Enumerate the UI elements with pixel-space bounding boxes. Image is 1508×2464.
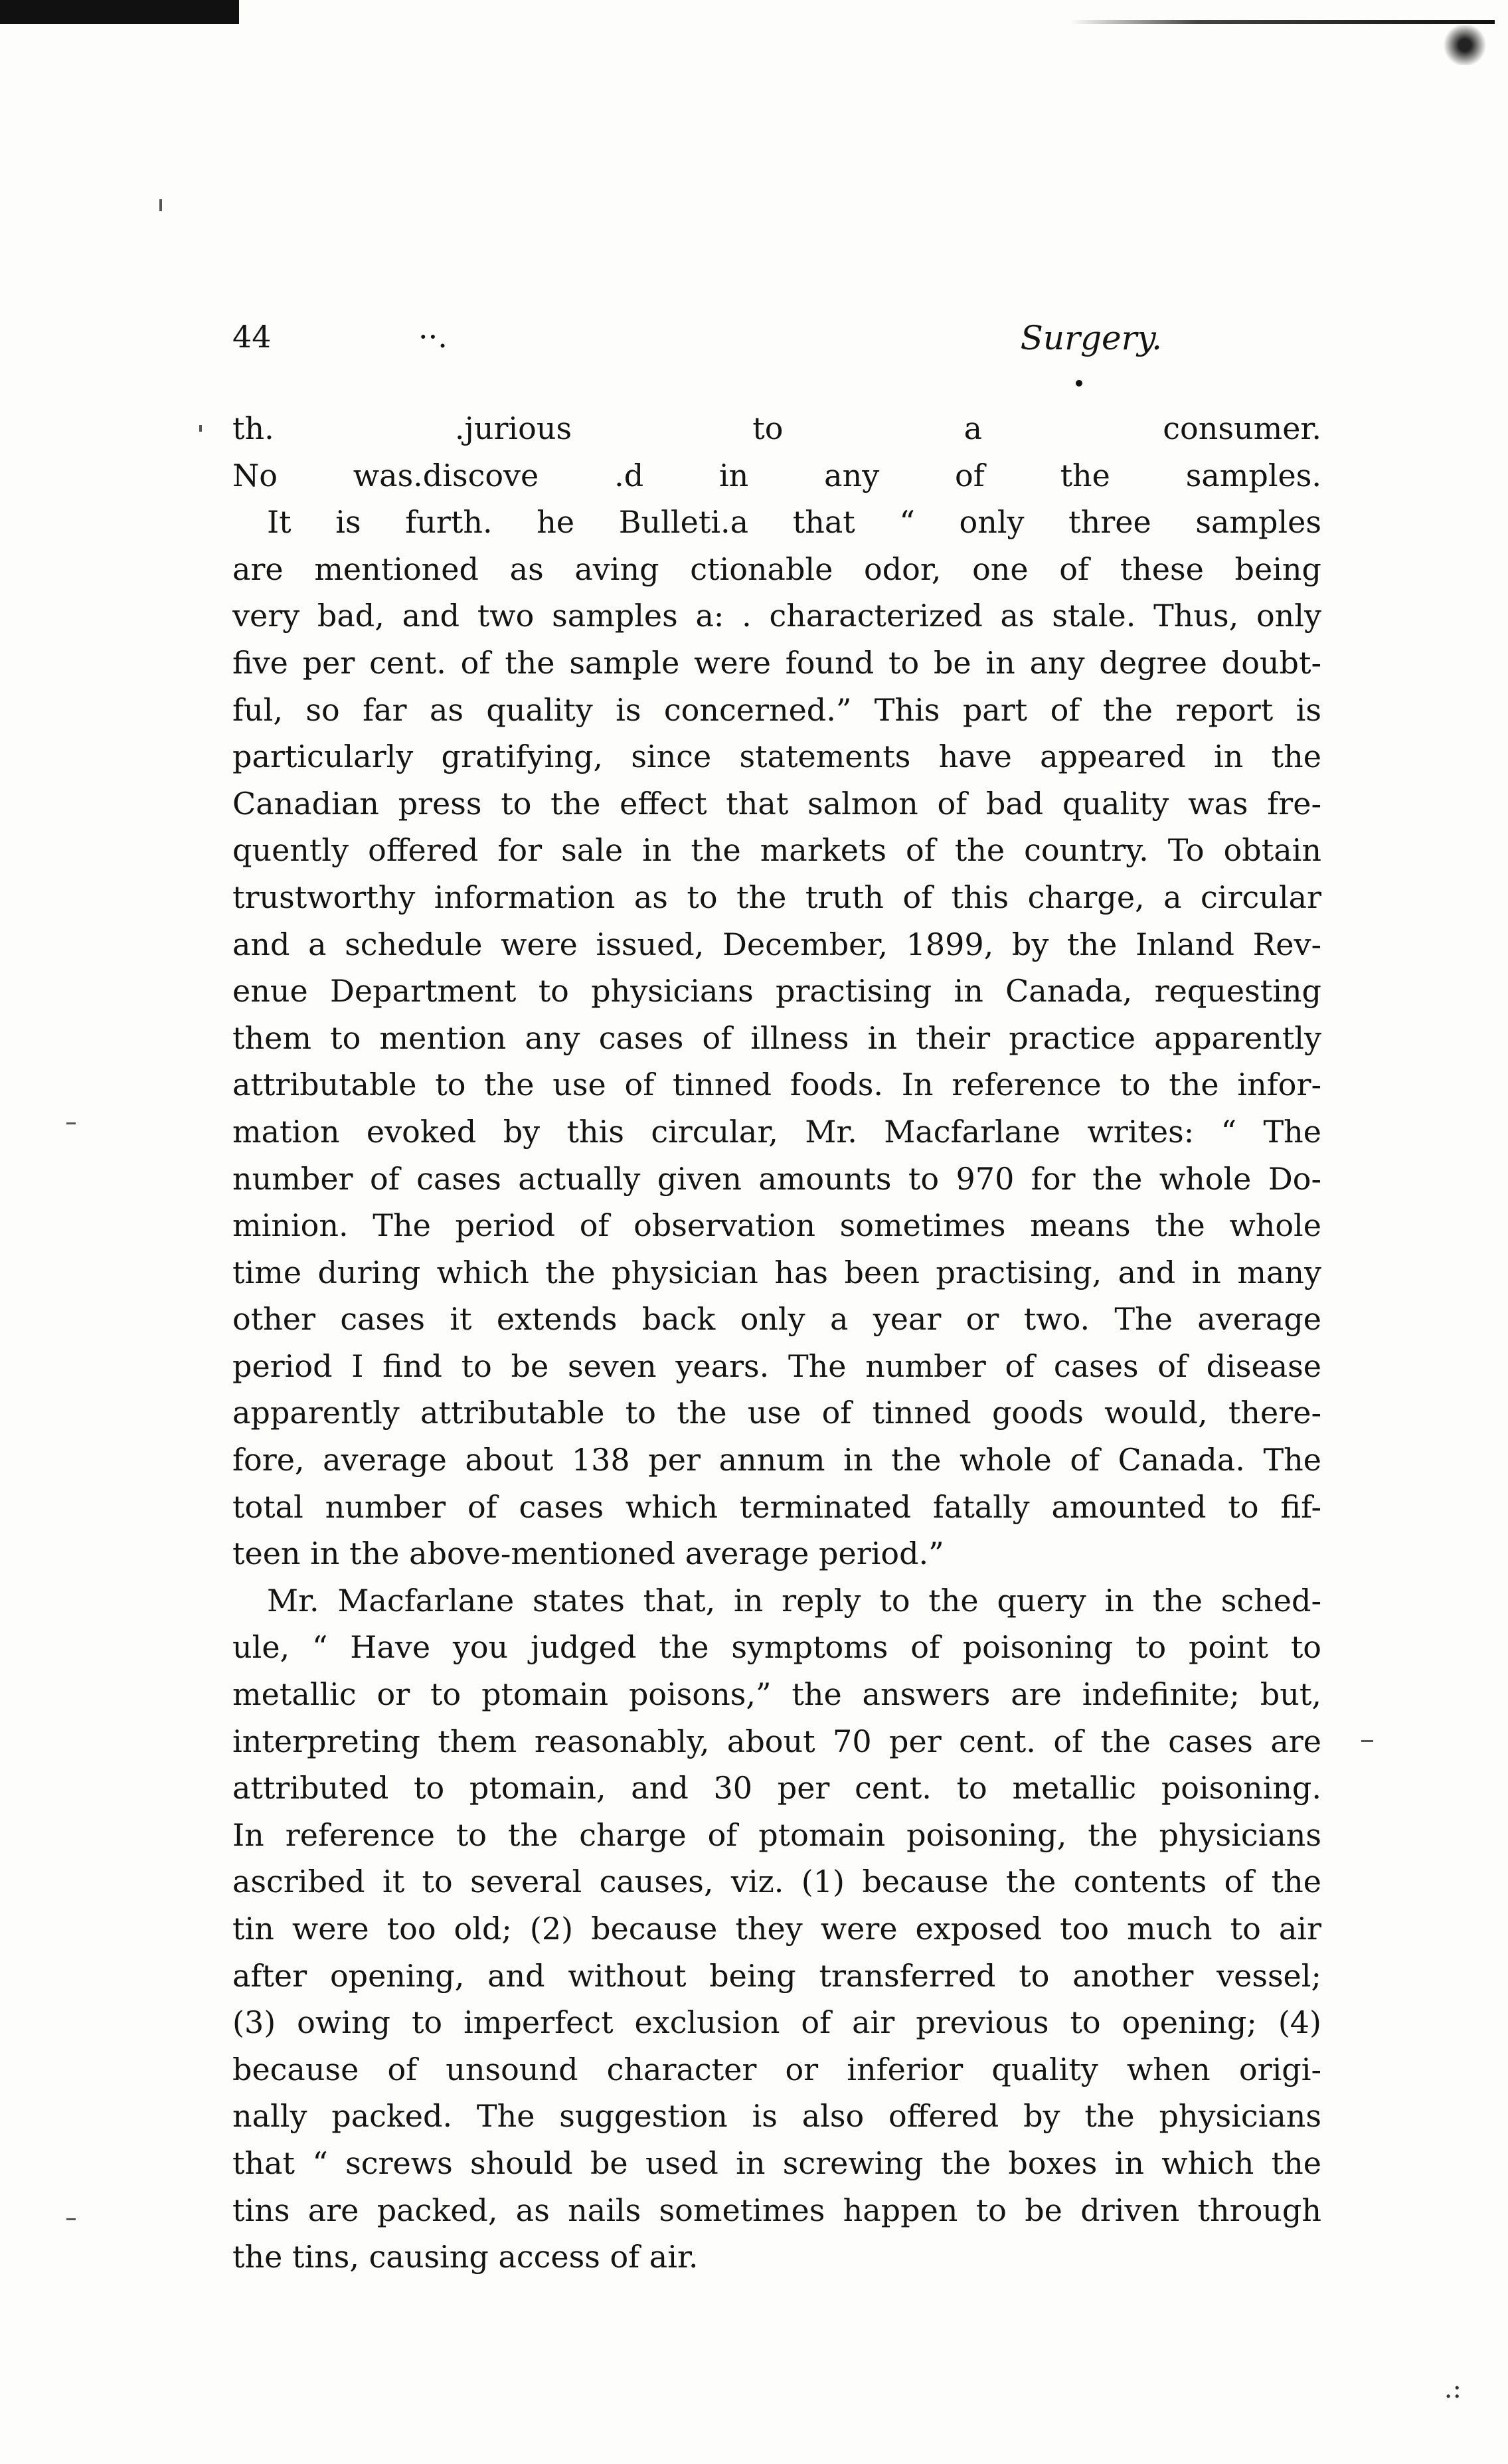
text-line: are mentioned as aving ctionable odor, one of these being bbox=[232, 551, 1321, 587]
text-line: them to mention any cases of illness in their practice apparently bbox=[232, 1019, 1321, 1056]
page-number: 44 bbox=[232, 319, 272, 355]
text-line: ful, so far as quality is concerned.” This part of the report is bbox=[232, 691, 1321, 728]
margin-speck bbox=[66, 1122, 76, 1124]
text-line: total number of cases which terminated fatally amounted to fif- bbox=[232, 1488, 1321, 1525]
scan-edge-mark bbox=[0, 0, 239, 24]
margin-speck bbox=[199, 425, 202, 432]
text-line: apparently attributable to the use of tinned goods would, there- bbox=[232, 1395, 1321, 1431]
text-line: attributable to the use of tinned foods. In reference to the infor- bbox=[232, 1067, 1321, 1103]
text-line: th. .jurious to a consumer. bbox=[232, 410, 1321, 446]
text-line: five per cent. of the sample were found to be in any degree doubt- bbox=[232, 644, 1321, 681]
text-line: trustworthy information as to the truth of this charge, a circular bbox=[232, 879, 1321, 915]
text-line: minion. The period of observation sometimes means the whole bbox=[232, 1207, 1321, 1244]
text-line: nally packed. The suggestion is also offered by the physicians bbox=[232, 2098, 1321, 2135]
text-line: after opening, and without being transferred to another vessel; bbox=[232, 1957, 1321, 1994]
margin-speck bbox=[1361, 1740, 1373, 1742]
text-line: because of unsound character or inferior quality when origi- bbox=[232, 2051, 1321, 2087]
text-line: ascribed it to several causes, viz. (1) because the contents of the bbox=[232, 1864, 1321, 1900]
text-line: interpreting them reasonably, about 70 per cent. of the cases are bbox=[232, 1723, 1321, 1759]
margin-speck bbox=[159, 199, 162, 211]
corner-mark: .: bbox=[1444, 2374, 1462, 2404]
text-line: number of cases actually given amounts to 970 for the whole Do- bbox=[232, 1160, 1321, 1197]
margin-speck bbox=[66, 2218, 76, 2220]
text-line: Canadian press to the effect that salmon of bad quality was fre- bbox=[232, 785, 1321, 822]
text-line: particularly gratifying, since statements have appeared in the bbox=[232, 739, 1321, 775]
text-line: the tins, causing access of air. bbox=[232, 2239, 699, 2275]
body-text bbox=[232, 405, 1321, 2281]
text-line: No was.discove .d in any of the samples. bbox=[232, 457, 1321, 493]
text-line: In reference to the charge of ptomain poisoning, the physicians bbox=[232, 1816, 1321, 1853]
text-line: Mr. Macfarlane states that, in reply to the query in the sched- bbox=[267, 1582, 1321, 1619]
running-head bbox=[232, 319, 1162, 372]
text-line: time during which the physician has been practising, and in many bbox=[232, 1254, 1321, 1290]
text-line: metallic or to ptomain poisons,” the answers are indefinite; but, bbox=[232, 1676, 1321, 1713]
running-title: Surgery. bbox=[1020, 319, 1162, 357]
text-line: enue Department to physicians practising in Canada, requesting bbox=[232, 973, 1321, 1010]
text-line: mation evoked by this circular, Mr. Macfarlane writes: “ The bbox=[232, 1113, 1321, 1150]
text-line: period I find to be seven years. The number of cases of disease bbox=[232, 1348, 1321, 1384]
text-line: and a schedule were issued, December, 1899, by the Inland Rev- bbox=[232, 926, 1321, 962]
text-line: teen in the above-mentioned average period.” bbox=[232, 1536, 944, 1572]
text-line: that “ screws should be used in screwing the boxes in which the bbox=[232, 2145, 1321, 2181]
text-line: quently offered for sale in the markets of the country. To obtain bbox=[232, 832, 1321, 869]
scan-edge-mark bbox=[1070, 20, 1495, 24]
text-line: fore, average about 138 per annum in the whole of Canada. The bbox=[232, 1442, 1321, 1478]
text-line: tin were too old; (2) because they were exposed too much to air bbox=[232, 1911, 1321, 1947]
text-line: other cases it extends back only a year or two. The average bbox=[232, 1301, 1321, 1338]
scan-blot bbox=[1442, 25, 1488, 65]
running-head-fragment: ··. bbox=[418, 319, 448, 355]
text-line: tins are packed, as nails sometimes happen to be driven through bbox=[232, 2192, 1321, 2228]
text-line: attributed to ptomain, and 30 per cent. to metallic poisoning. bbox=[232, 1770, 1321, 1806]
text-line: (3) owing to imperfect exclusion of air previous to opening; (4) bbox=[232, 2004, 1321, 2041]
text-line: It is furth. he Bulleti.a that “ only three samples bbox=[267, 504, 1321, 541]
text-line: very bad, and two samples a: . characterized as stale. Thus, only bbox=[232, 598, 1321, 634]
stray-dot bbox=[1076, 380, 1082, 387]
text-line: ule, “ Have you judged the symptoms of poisoning to point to bbox=[232, 1629, 1321, 1666]
